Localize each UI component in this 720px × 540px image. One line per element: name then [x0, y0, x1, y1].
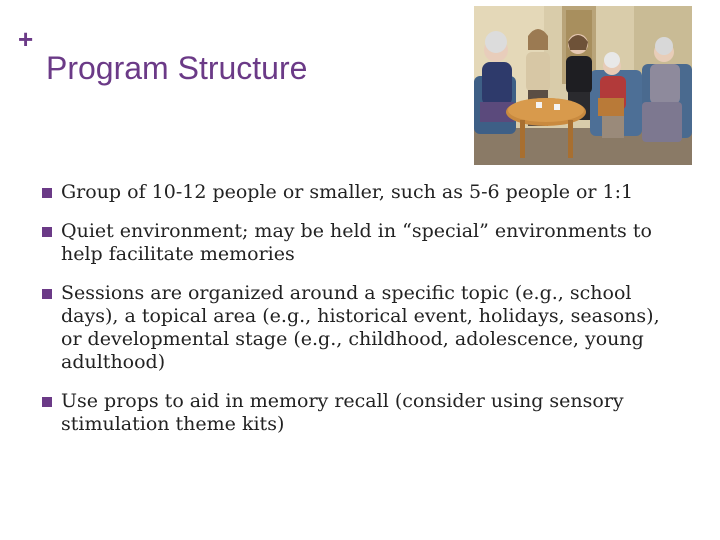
bullet-text: Sessions are organized around a specific topic (e.g., school days), a topical area (e.g., historical event, holidays, seasons), or developmental stage (e.g., childhood, adolescence, young adulthood)	[61, 282, 660, 373]
bullet-item	[40, 282, 660, 374]
plus-icon: +	[18, 24, 34, 54]
group-photo	[474, 6, 692, 165]
bullet-text: Group of 10-12 people or smaller, such as 5-6 people or 1:1	[61, 181, 634, 203]
square-bullet-icon	[42, 227, 52, 237]
slide-title: Program Structure	[46, 50, 308, 86]
bullet-item	[40, 181, 660, 204]
square-bullet-icon	[42, 188, 52, 198]
bullet-text: Quiet environment; may be held in “special” environments to help facilitate memories	[61, 220, 652, 265]
square-bullet-icon	[42, 397, 52, 407]
bullet-item	[40, 390, 660, 436]
bullet-text: Use props to aid in memory recall (consider using sensory stimulation theme kits)	[61, 390, 624, 435]
bullet-item	[40, 220, 660, 266]
bullet-list	[40, 181, 660, 436]
square-bullet-icon	[42, 289, 52, 299]
